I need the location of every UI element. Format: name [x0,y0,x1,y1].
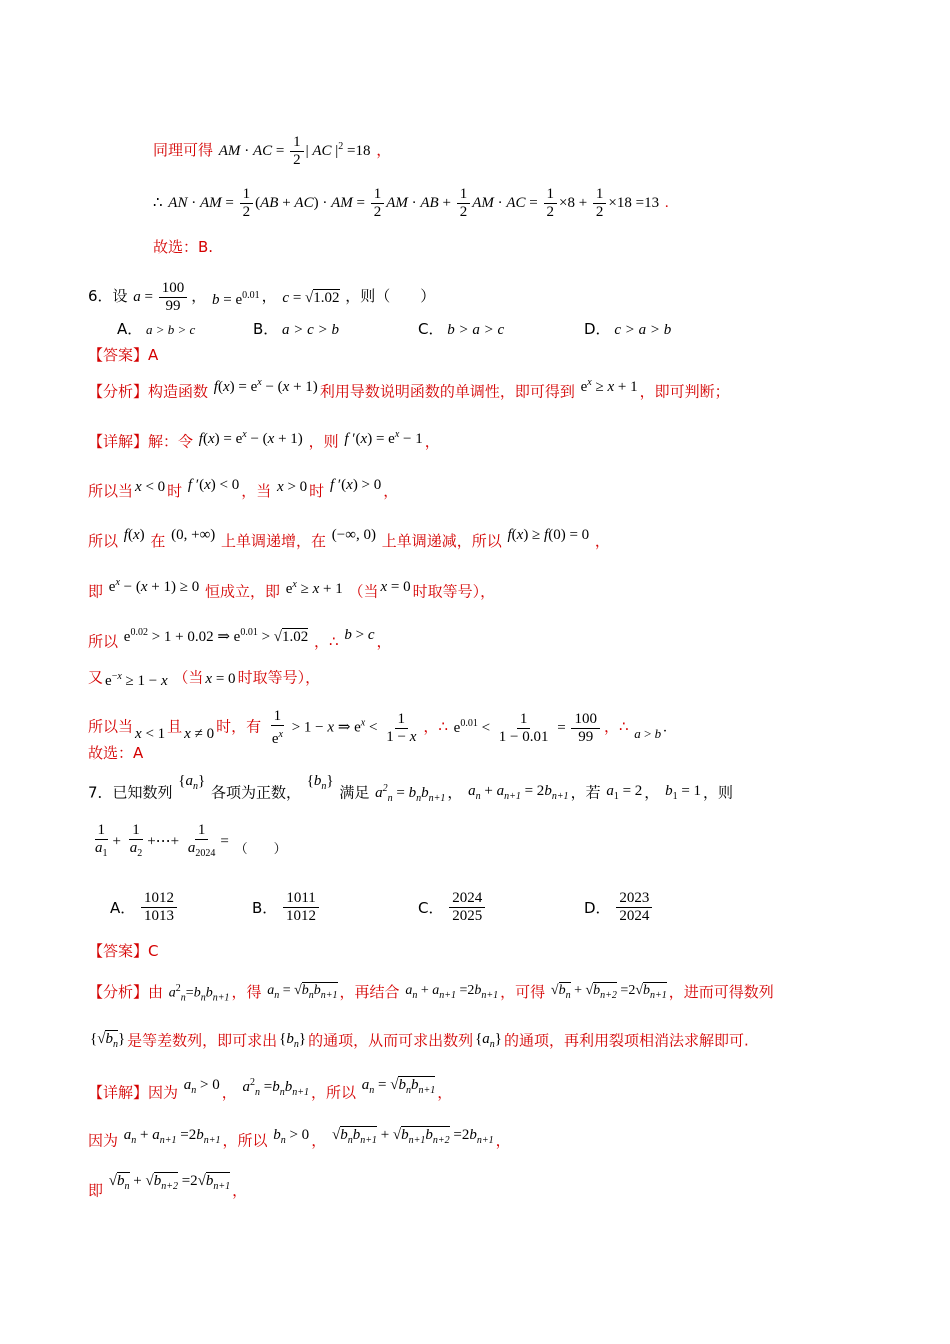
q6-d4-m3: x = 0 [380,579,411,595]
q7-stem-c: 满足 [339,783,370,802]
sol5-choose: 故选：B. [153,238,214,256]
q7-stem-b: 各项为正数， [210,783,301,802]
q7-stem-e: ，若 [570,783,601,802]
q6-d5-c: ， [376,632,392,651]
q6-option-c-label: C． [418,320,444,338]
q7-e2-c: ， [311,1131,327,1150]
q7-option-a[interactable] [110,890,179,925]
q6-d5-a: 所以 [88,632,119,651]
q7-analysis-2 [88,1028,749,1056]
q7-e2-d: ， [495,1131,511,1150]
q7-stem-m2: $\{b_n\}$ [306,773,334,792]
q6-d1-text: 解：令 [148,432,194,451]
q7-stem-f: ， [644,783,660,802]
q7-e2-m1: $a_n + a_{n+1} =2b_{n+1}$ [123,1127,221,1146]
q7-an2-b: 的通项，从而可求出数列 [308,1031,474,1050]
q6-analysis-text2: 利用导数说明函数的单调性，即可得到 [319,382,575,401]
q6-d6-m1: $e^{-x} \ge 1 - x$ [105,671,168,689]
q7-an-m2: $a_n = √b_nb_{n+1}$ [267,983,338,1002]
q7-option-d-den: 2024 [619,908,650,924]
q6-d1-tail: ， [424,432,440,451]
q7-detail-3 [88,1173,248,1206]
q7-e3-m1: $√b_n + √b_{n+2} =2√b_{n+1}$ [108,1173,231,1192]
q6-analysis-math2: $e^x \ge x + 1$ [580,377,638,395]
q7-stem-d: ， [447,783,463,802]
q7-number: 7．已知数列 [88,783,173,802]
q6-d7-m5: a > b [634,726,662,741]
q6-number: 6．设 [88,286,128,305]
sol5-line1-lead: 同理可得 [153,140,214,159]
q6-d7-e: ，∴ [603,717,629,736]
q6-d5-b: ，∴ [314,632,339,651]
q6-d5-m2: b > c [344,627,375,643]
q6-d3-b: 在 [150,532,166,550]
q7-e1-m1: $a_n > 0$ [183,1077,220,1096]
q7-an2-m2: $\{b_n\}$ [279,1031,307,1050]
q7-an2-m3: $\{a_n\}$ [475,1031,502,1050]
q7-option-b-label: B． [252,899,278,917]
q7-an-m4: $√b_n + √b_{n+2} =2√b_{n+1}$ [550,983,667,1002]
q6-d3-d: 上单调递减，所以 [381,532,502,550]
q6-d4-a: 即 [88,582,104,601]
q6-d1-math2: f $'(x) = e^x - 1$ [344,429,423,447]
q7-analysis-tag: 【分析】 [88,983,149,1002]
q6-d2-a: 所以当 [88,482,134,500]
q7-option-c[interactable] [418,890,487,925]
q6-analysis-tag: 【分析】 [88,382,149,401]
q7-e2-b: ，所以 [222,1131,268,1150]
q6-d7-c: 时，有 [216,717,262,736]
q7-stem2-paren: （ ） [234,842,287,858]
q7-option-d-frac [616,890,652,925]
q7-an2-c: 的通项，再利用裂项相消法求解即可. [503,1031,749,1050]
q7-option-c-den: 2025 [452,908,483,924]
sol5-line2-tail: . [664,194,669,211]
q6-d1-math1: $f(x) = e^x - (x + 1)$ [198,429,303,447]
q7-an-a: 由 [148,983,164,1002]
sol5-line2-math: AN · AM = $\frac{1}{2}$ (AB + AC) · AM = $\frac{1}{2}$ AM · AB + $\frac{1}{2}$ AM · AC = $\frac{1}{2}$ ×8 + $\frac{1}{2}$ ×18 =13 [168,186,660,220]
q6-d3-m1: f(x) [123,526,145,543]
q6-d3-a: 所以 [88,532,119,550]
q6-d3-c: 上单调递增，在 [221,532,327,550]
q7-option-d-label: D． [584,899,611,917]
q6-analysis-text1: 构造函数 [148,382,209,401]
q6-d6-a: 又 [88,668,104,687]
q7-e3-b: ， [232,1181,248,1200]
q7-stem-m4: $a_n + a_{n+1} = 2b_{n+1}$ [468,783,569,802]
q6-d5-m1: $e^{0.02} > 1 + 0.02$ ⇒ $e^{0.01} > √1.02$ [123,627,309,645]
q6-option-d-label: D． [584,320,611,338]
q7-answer: 【答案】C [88,942,159,960]
q7-option-d-num: 2023 [616,890,652,908]
q6-detail-2 [88,476,399,504]
q6-stem-b: $b = e^{0.01}$ [212,289,260,308]
q6-stem: 6．设 a = $\frac{100}{99}$ ， $b = e^{0.01}$ ， c = √1.02 ，则（ ） [88,280,436,314]
q6-detail-7 [88,708,667,748]
q6-d4-d: 时取等号）， [412,582,496,601]
q7-stem-m6: $b_1 = 1$ [665,783,702,802]
q7-an-m1: $a^2_n=b_nb_{n+1}$ [168,983,230,1004]
q7-an-e: ，进而可得数列 [668,983,774,1002]
q7-e1-d: ， [437,1083,453,1102]
sol5-line2 [153,186,669,221]
q6-analysis-text3: ，即可判断； [639,382,730,401]
q6-option-a[interactable] [117,318,195,339]
q6-detail-3 [88,526,610,554]
q6-option-a-label: A． [117,320,143,338]
q6-d2-e: ， [383,482,399,500]
q6-option-c-text: b > a > c [447,322,505,338]
q7-stem-m1: $\{a_n\}$ [178,773,206,792]
q7-stem2-math: $\frac{1}{a_1}$ + $\frac{1}{a_2}$ +⋯+ $\frac{1}{a_{2024}}$ = [95,822,229,859]
q7-option-d[interactable] [584,890,654,925]
q6-answer: 【答案】A [88,346,159,364]
q7-option-a-num: 1012 [141,890,177,908]
q7-an-b: ，得 [231,983,262,1002]
q6-option-b-text: a > c > b [282,322,339,338]
q7-option-b[interactable] [252,890,321,925]
q6-d2-m2: f ′(x) < 0 [187,476,240,493]
q7-option-b-frac [283,890,319,925]
q6-d3-m3: (−∞, 0) [331,526,376,543]
q6-option-a-text: a > b > c [146,322,196,337]
q6-d7-f: . [663,719,667,736]
q7-option-c-num: 2024 [449,890,485,908]
q6-detail-6 [88,666,320,692]
q6-d7-m3: $\frac{1}{e^x}$ > 1 − x ⇒ $e^x$ < $\frac{1}{1 - x}$ [271,708,417,747]
q7-option-c-frac [449,890,485,925]
q6-stem-c: c = √1.02 [282,289,340,306]
q7-stem-m5: $a_1 = 2$ [606,783,643,802]
q6-option-d[interactable] [584,318,671,339]
sol5-line1-tail: ， [376,140,392,159]
q6-d4-m1: $e^x - (x + 1) \ge 0$ [108,577,200,595]
q6-detail-5 [88,627,392,656]
q7-analysis-1 [88,978,774,1009]
sol5-line1 [153,134,391,169]
q7-option-a-frac [141,890,177,925]
q7-option-a-den: 1013 [144,908,175,924]
q6-stem-suffix: ，则（ ） [345,286,436,305]
q7-stem-1 [88,773,734,810]
q6-d7-d: ，∴ [423,717,448,736]
q6-option-d-text: c > a > b [614,322,672,338]
q7-e1-b: ， [221,1083,237,1102]
q7-detail-2 [88,1128,511,1156]
q6-d7-m1: x < 1 [135,726,166,742]
q6-d2-c: ，当 [241,482,272,500]
q7-e2-m3: $√b_nb_{n+1} + √b_{n+1}b_{n+2} =2b_{n+1}$ [331,1127,494,1146]
q7-an-m3: $a_n + a_{n+1} =2b_{n+1}$ [405,983,499,1002]
q7-option-b-den: 1012 [286,908,317,924]
q6-stem-a: a = $\frac{100}{99}$ [133,280,189,315]
q6-d7-b: 且 [167,717,183,736]
q7-an2-a: 是等差数列，即可求出 [127,1031,278,1050]
q6-d1-text2: ，则 [308,432,339,451]
q6-d2-m1: x < 0 [135,478,166,495]
q7-detail-tag: 【详解】 [88,1083,149,1102]
q6-d4-c: （当 [348,582,379,601]
q6-d3-m4: f(x) ≥ f(0) = 0 [507,526,590,543]
q6-d7-a: 所以当 [88,717,134,736]
q6-option-b-label: B． [253,320,279,338]
q6-d6-m2: x = 0 [205,671,236,687]
q7-e1-m3: $a_n = √b_nb_{n+1}$ [361,1077,436,1096]
q7-an2-m1: $\{√b_n\}$ [90,1031,126,1050]
q7-an-c: ，再结合 [339,983,400,1002]
q6-d2-m3: x > 0 [277,478,308,495]
q6-option-b[interactable] [253,318,339,339]
sol5-line1-math: AM · AC = $\frac{1}{2}$ | AC $|^2 =18$ [218,134,371,168]
q6-d2-m4: f ′(x) > 0 [329,476,382,493]
q7-detail-1 [88,1078,452,1110]
q6-d3-e: ， [594,532,610,550]
q7-stem-m3: $a^2_n = b_nb_{n+1}$ [375,783,446,804]
q7-stem-2 [88,822,287,862]
q7-e1-m2: $a^2_n =b_nb_{n+1}$ [242,1077,309,1098]
q6-option-c[interactable] [418,318,504,339]
q7-e1-a: 因为 [148,1083,179,1102]
q6-d7-m2: x ≠ 0 [184,726,215,742]
q6-analysis-math1: $f(x) = e^x - (x + 1)$ [213,377,318,395]
q6-d4-b: 恒成立，即 [204,582,280,601]
q6-d6-b: （当 [173,668,204,687]
q6-d3-m2: (0, +∞) [171,526,216,543]
q7-e3-a: 即 [88,1181,104,1200]
q7-e2-a: 因为 [88,1131,119,1150]
q6-detail-1 [88,430,440,456]
q6-detail-4 [88,577,496,606]
q7-option-c-label: C． [418,899,444,917]
q6-detail-tag: 【详解】 [88,432,149,451]
q7-an-d: ，可得 [500,983,546,1002]
q6-d4-m2: $e^x \ge x + 1$ [285,579,343,597]
q6-d2-b: 时 [167,482,183,500]
q7-stem-g: ，则 [703,783,734,802]
q6-choose: 故选：A [88,744,144,762]
q7-option-a-label: A． [110,899,136,917]
q7-e2-m2: $b_n > 0$ [273,1127,310,1146]
therefore-symbol: ∴ [153,194,163,211]
q6-d6-c: 时取等号）， [237,668,321,687]
q6-d7-m4: $e^{0.01}$ < $\frac{1}{1 - 0.01}$ = $\frac{100}{99}$ [454,711,602,746]
q7-e1-c: ，所以 [310,1083,356,1102]
q6-d2-d: 时 [309,482,325,500]
q6-analysis [88,377,730,406]
q7-option-b-num: 1011 [283,890,318,908]
